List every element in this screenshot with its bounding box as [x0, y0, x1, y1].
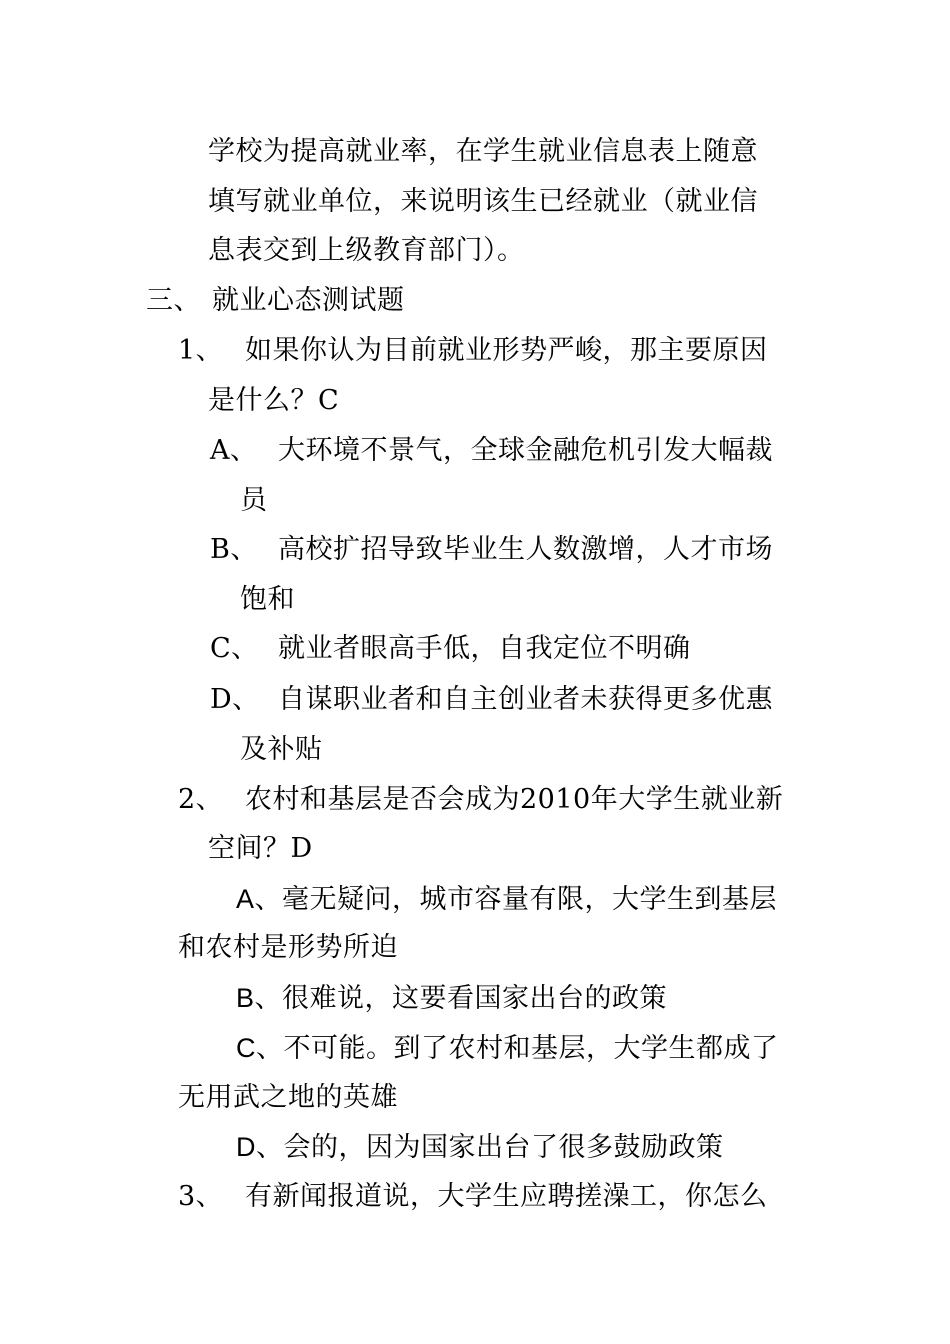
- q2-option-c-line-1: C、不可能。到了农村和基层，大学生都成了: [236, 1033, 779, 1063]
- q1-option-b-line-2: 饱和: [240, 584, 295, 615]
- question-2-number: 2、: [178, 784, 224, 815]
- q2-option-a-line-1: A、毫无疑问，城市容量有限，大学生到基层: [236, 884, 778, 914]
- question-2-line-1: 农村和基层是否会成为2010年大学生就业新: [245, 784, 784, 815]
- q2-option-d-line-1: D、会的，因为国家出台了很多鼓励政策: [236, 1132, 724, 1162]
- q1-option-b-key: B、: [210, 534, 258, 565]
- question-3-line-1: 有新闻报道说，大学生应聘搓澡工，你怎么: [245, 1181, 768, 1212]
- q1-option-c-line-1: 就业者眼高手低，自我定位不明确: [278, 633, 691, 664]
- question-1-line-1: 如果你认为目前就业形势严峻，那主要原因: [245, 335, 768, 366]
- q2-option-c-line-2: 无用武之地的英雄: [178, 1082, 398, 1113]
- q1-option-d-key: D、: [210, 684, 260, 715]
- q1-option-d-line-1: 自谋职业者和自主创业者未获得更多优惠: [278, 684, 773, 715]
- q1-option-a-line-2: 员: [240, 485, 268, 516]
- intro-line-1: 学校为提高就业率，在学生就业信息表上随意: [208, 136, 758, 167]
- q2-option-b-line-1: B、很难说，这要看国家出台的政策: [236, 983, 668, 1013]
- question-3-number: 3、: [178, 1181, 224, 1212]
- intro-line-2: 填写就业单位，来说明该生已经就业（就业信: [208, 186, 758, 217]
- question-1-number: 1、: [178, 335, 224, 366]
- q2-option-a-line-2: 和农村是形势所迫: [178, 932, 398, 963]
- section-title: 就业心态测试题: [212, 285, 405, 316]
- q1-option-d-line-2: 及补贴: [240, 734, 323, 765]
- q1-option-a-key: A、: [210, 435, 258, 466]
- question-2-line-2: 空间？D: [208, 833, 313, 864]
- intro-line-3: 息表交到上级教育部门）。: [208, 235, 525, 266]
- q1-option-a-line-1: 大环境不景气，全球金融危机引发大幅裁: [278, 435, 773, 466]
- q1-option-c-key: C、: [210, 633, 259, 664]
- section-number: 三、: [146, 285, 201, 316]
- question-1-line-2: 是什么？C: [208, 385, 340, 416]
- q1-option-b-line-1: 高校扩招导致毕业生人数激增，人才市场: [278, 534, 773, 565]
